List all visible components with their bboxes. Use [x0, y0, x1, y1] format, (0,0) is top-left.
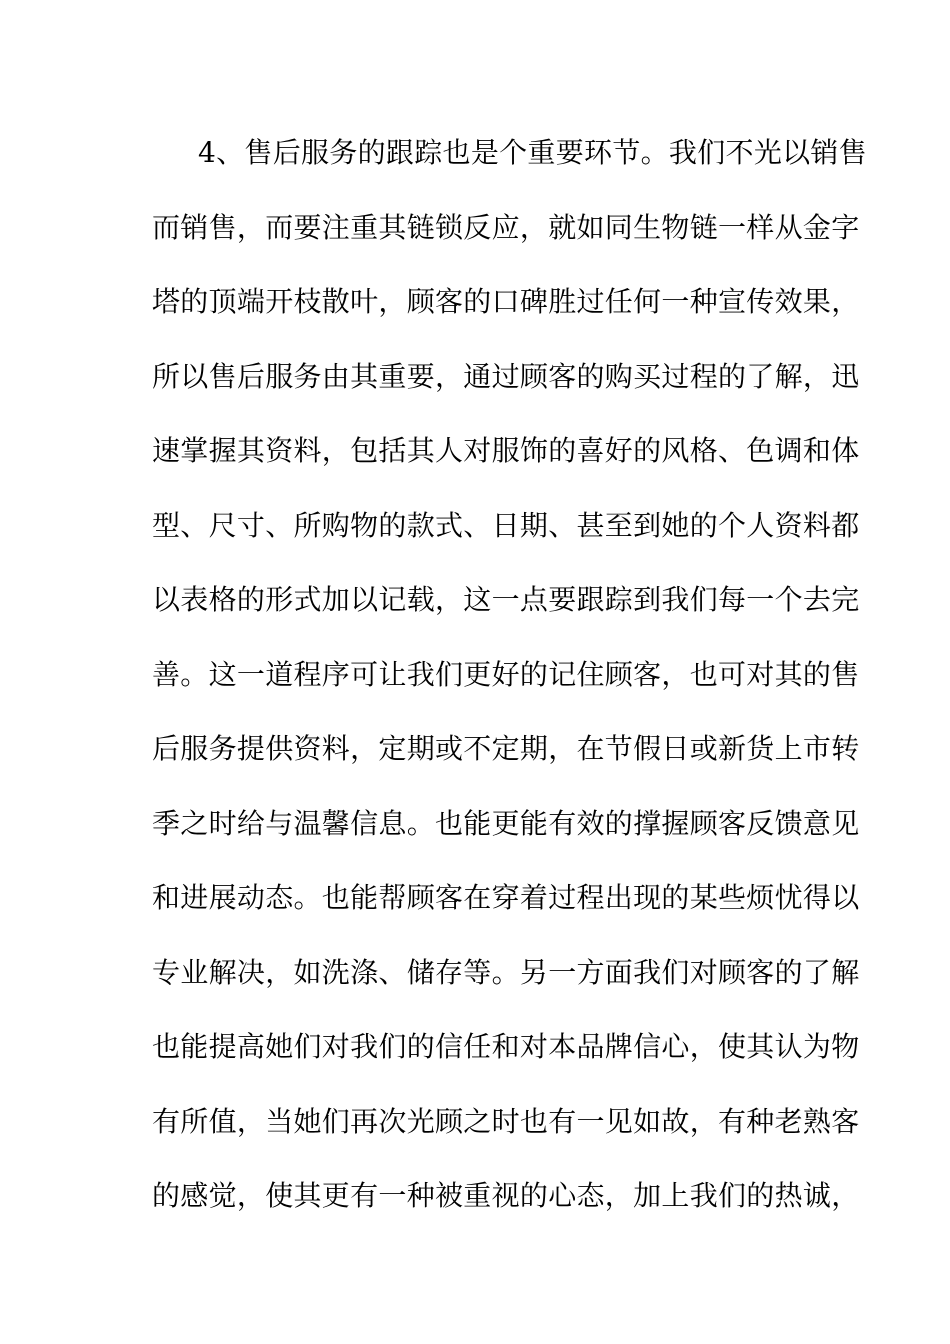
- text-line: 型、尺寸、所购物的款式、日期、甚至到她的个人资料都: [152, 508, 860, 542]
- text-line: 所以售后服务由其重要，通过顾客的购买过程的了解，迅: [152, 359, 860, 393]
- text-line: 塔的顶端开枝散叶，顾客的口碑胜过任何一种宣传效果，: [152, 285, 860, 318]
- text-line: 后服务提供资料，定期或不定期，在节假日或新货上市转: [152, 732, 860, 765]
- text-line: 而销售，而要注重其链锁反应，就如同生物链一样从金字: [152, 210, 860, 244]
- text-line: 专业解决，如洗涤、储存等。另一方面我们对顾客的了解: [152, 955, 860, 989]
- text-line: 4、售后服务的跟踪也是个重要环节。我们不光以销售: [198, 136, 868, 169]
- text-line: 和进展动态。也能帮顾客在穿着过程出现的某些烦忧得以: [152, 881, 860, 914]
- text-line: 有所值，当她们再次光顾之时也有一见如故，有种老熟客: [152, 1104, 860, 1138]
- text-line: 也能提高她们对我们的信任和对本品牌信心，使其认为物: [152, 1030, 860, 1063]
- paragraph: [152, 130, 868, 1248]
- text-line: 季之时给与温馨信息。也能更能有效的撑握顾客反馈意见: [152, 806, 860, 840]
- text-line: 的感觉，使其更有一种被重视的心态，加上我们的热诚，: [152, 1179, 860, 1212]
- text-line: 善。这一道程序可让我们更好的记住顾客，也可对其的售: [152, 657, 860, 691]
- text-line: 以表格的形式加以记载，这一点要跟踪到我们每一个去完: [152, 583, 860, 616]
- text-line: 速掌握其资料，包括其人对服饰的喜好的风格、色调和体: [152, 434, 860, 467]
